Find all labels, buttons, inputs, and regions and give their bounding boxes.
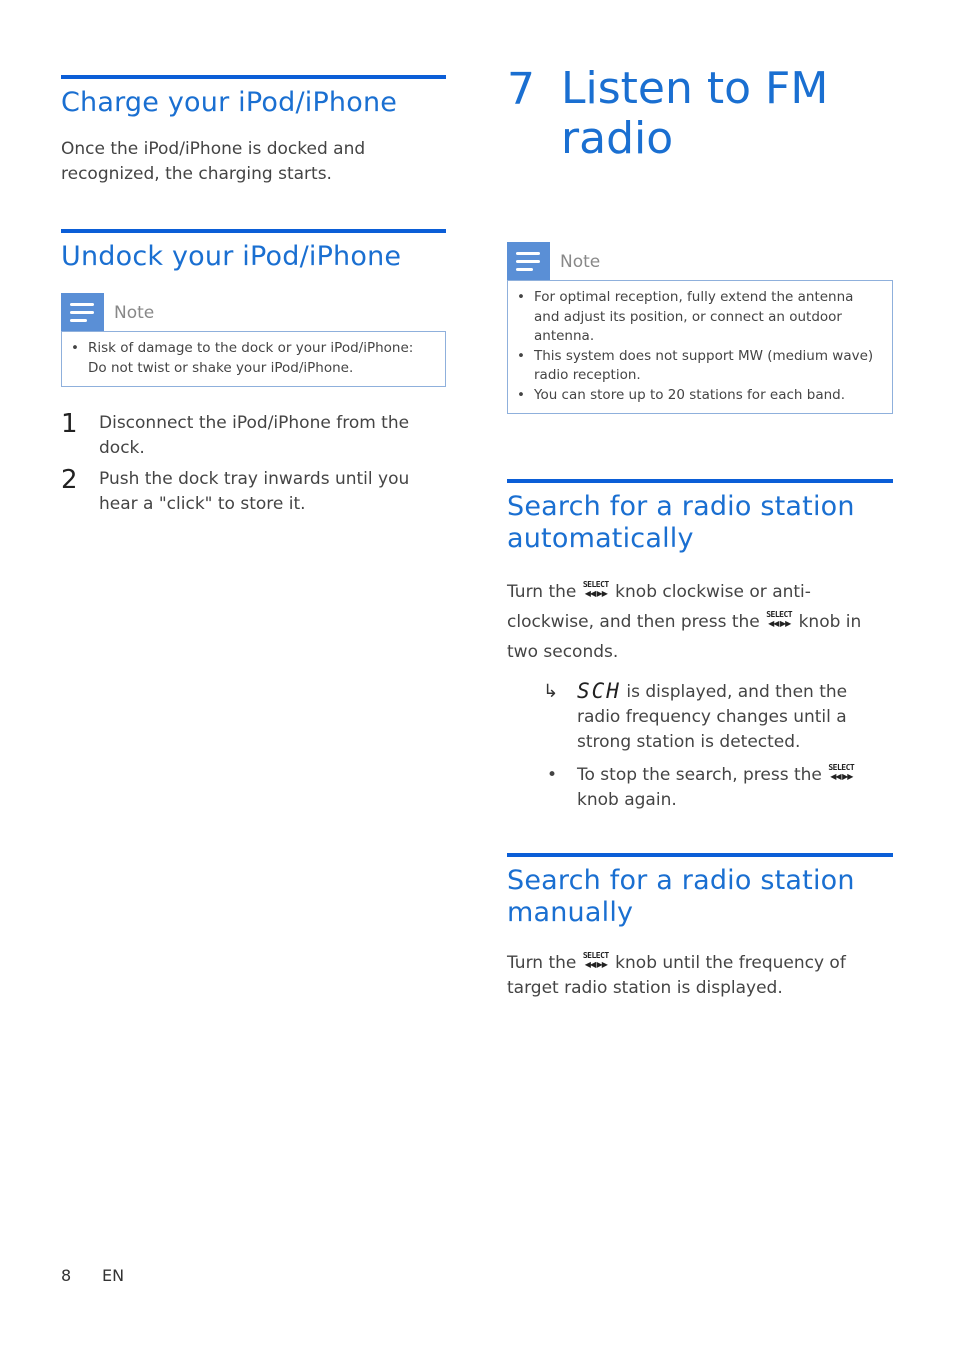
select-knob-icon: SELECT ◀◀ ▶▶ bbox=[582, 580, 609, 598]
sub-bullet-text: To stop the search, press the SELECT ◀◀ ▶▶ knob again. bbox=[577, 763, 855, 810]
note-item: • You can store up to 20 stations for each band. bbox=[534, 386, 882, 406]
undock-note bbox=[61, 293, 446, 387]
section-rule bbox=[507, 853, 893, 857]
auto-search-title: Search for a radio station automatically bbox=[507, 491, 855, 554]
step-item bbox=[61, 411, 446, 461]
step-item bbox=[61, 467, 446, 517]
select-knob-icon: SELECT ◀◀ ▶▶ bbox=[828, 763, 855, 781]
note-item: • This system does not support MW (medium wave) radio reception. bbox=[534, 347, 882, 386]
section-rule bbox=[61, 75, 446, 79]
step-text: Disconnect the iPod/iPhone from the dock. bbox=[99, 413, 410, 458]
result-text: SCH is displayed, and then the radio frequency changes until a strong station is detected. bbox=[577, 679, 848, 752]
undock-steps bbox=[61, 411, 446, 517]
section-rule bbox=[61, 229, 446, 233]
page-footer bbox=[61, 1266, 124, 1285]
select-knob-icon: SELECT ◀◀ ▶▶ bbox=[766, 610, 793, 628]
note-item: • For optimal reception, fully extend the antenna and adjust its position, or connect an outdoor antenna. bbox=[534, 288, 882, 347]
step-number: 2 bbox=[61, 465, 78, 495]
sch-display: SCH bbox=[577, 679, 621, 703]
sub-bullet-item bbox=[543, 763, 893, 813]
auto-search-text: Turn the SELECT ◀◀ ▶▶ knob clockwise or anti-clockwise, and then press the SELECT ◀◀ ▶▶ knob in two seconds. bbox=[507, 580, 862, 662]
select-knob-icon: SELECT ◀◀ ▶▶ bbox=[582, 951, 609, 969]
result-arrow-icon: ↳ bbox=[543, 681, 559, 702]
page-number: 8 bbox=[61, 1266, 72, 1285]
section-rule bbox=[507, 479, 893, 483]
note-label: Note bbox=[560, 252, 601, 272]
undock-section bbox=[61, 229, 446, 517]
chapter-title: Listen to FM radio bbox=[561, 63, 829, 164]
manual-search-section bbox=[507, 853, 893, 1001]
manual-search-title: Search for a radio station manually bbox=[507, 865, 855, 928]
chapter-heading bbox=[507, 64, 893, 164]
charge-title: Charge your iPod/iPhone bbox=[61, 87, 398, 118]
fm-note bbox=[507, 242, 893, 414]
note-icon bbox=[507, 242, 550, 280]
note-body bbox=[507, 280, 893, 414]
step-number: 1 bbox=[61, 409, 78, 439]
right-column bbox=[507, 64, 893, 1001]
undock-title: Undock your iPod/iPhone bbox=[61, 241, 402, 272]
note-body bbox=[61, 331, 446, 387]
left-column bbox=[61, 75, 446, 517]
result-item bbox=[543, 679, 893, 755]
note-icon bbox=[61, 293, 104, 331]
bullet-icon: • bbox=[547, 765, 558, 785]
step-text: Push the dock tray inwards until you hear a "click" to store it. bbox=[99, 469, 410, 514]
charge-section bbox=[61, 75, 446, 187]
auto-search-section bbox=[507, 479, 893, 813]
charge-text: Once the iPod/iPhone is docked and recognized, the charging starts. bbox=[61, 139, 366, 184]
note-header bbox=[507, 242, 893, 280]
note-item: • Risk of damage to the dock or your iPod/iPhone: Do not twist or shake your iPod/iPhone. bbox=[88, 339, 435, 378]
language-code: EN bbox=[102, 1266, 125, 1285]
note-header bbox=[61, 293, 446, 331]
manual-search-text: Turn the SELECT ◀◀ ▶▶ knob until the frequency of target radio station is displayed. bbox=[507, 951, 846, 998]
chapter-number: 7 bbox=[507, 64, 535, 115]
note-label: Note bbox=[114, 303, 155, 323]
